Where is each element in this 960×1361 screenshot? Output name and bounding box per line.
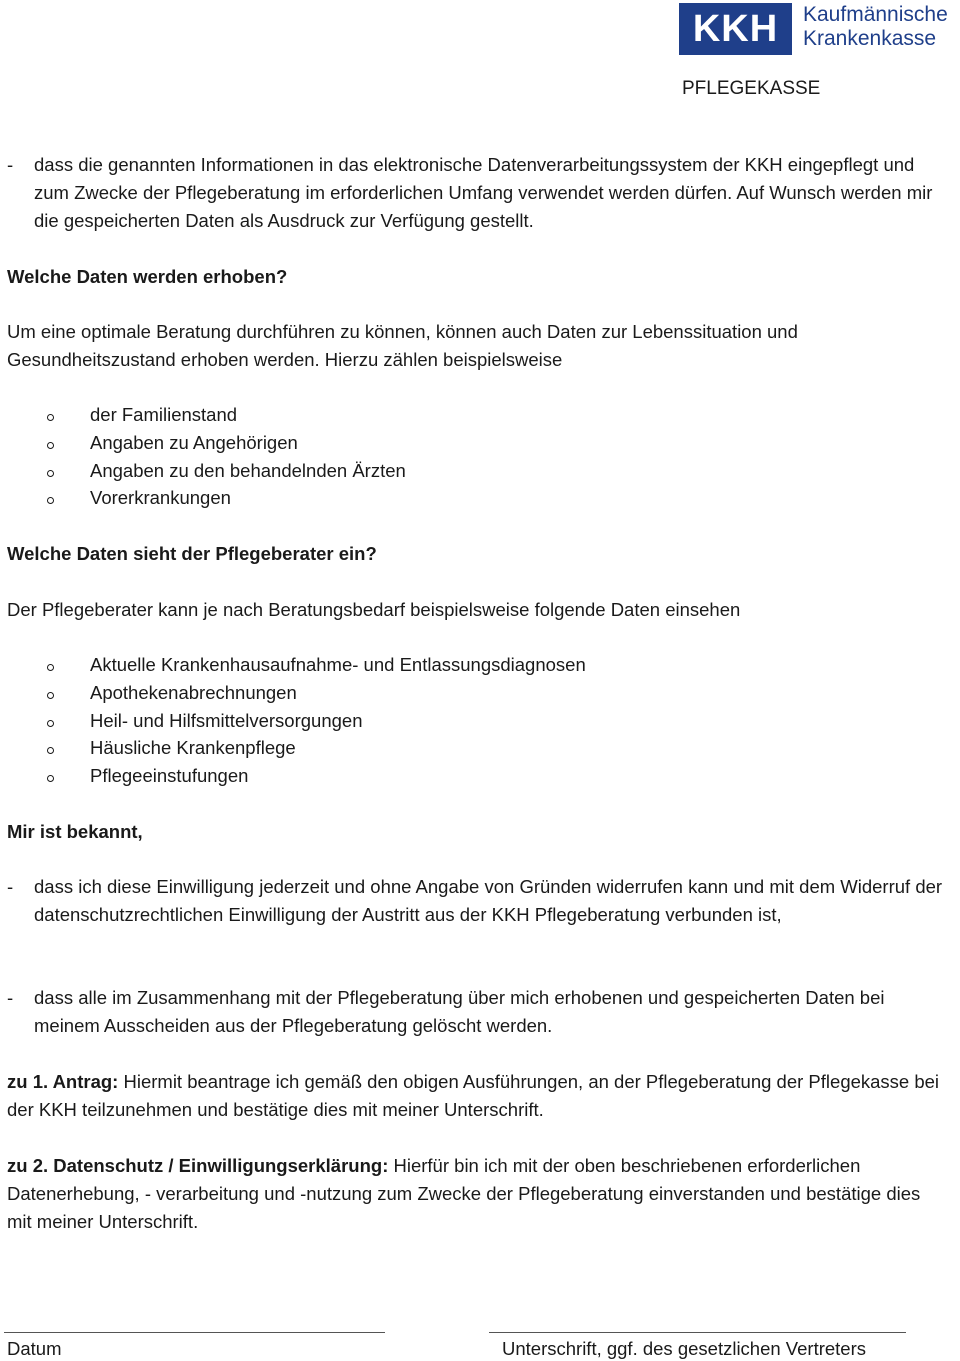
datenschutz-label: zu 2. Datenschutz / Einwilligungserklärung: <box>7 1155 389 1176</box>
dash-marker: - <box>7 876 14 897</box>
bullet-icon <box>47 497 54 504</box>
logo-line-2: Krankenkasse <box>803 27 937 50</box>
datenschutz-paragraph <box>7 1152 947 1235</box>
bullet-icon <box>47 747 54 754</box>
datenschutz-text: Hierfür bin ich mit der oben beschriebenen erforderlichen Datenerhebung, - verarbeitung und -nutzung zum Zwecke der Pflegeberatung einverstanden und bestätige dies mit meiner Unterschrift. <box>7 1155 921 1232</box>
dash-marker: - <box>7 987 14 1008</box>
bullet-icon <box>47 720 54 727</box>
list-item-text: Apothekenabrechnungen <box>90 681 297 703</box>
acknowledgement-text-1: dass ich diese Einwilligung jederzeit und ohne Angabe von Gründen widerrufen kann und mit dem Widerruf der datenschutzrechtlichen Einwilligung der Austritt aus der KKH Pflegeberatung verbunden ist, <box>34 876 943 925</box>
antrag-text: Hiermit beantrage ich gemäß den obigen Ausführungen, an der Pflegeberatung der Pflegekasse bei der KKH teilzunehmen und bestätige dies mit meiner Unterschrift. <box>7 1071 940 1120</box>
bullet-icon <box>47 692 54 699</box>
list-item-text: Aktuelle Krankenhausaufnahme- und Entlassungsdiagnosen <box>90 654 586 675</box>
list-item-text: Angaben zu den behandelnden Ärzten <box>90 459 406 481</box>
acknowledgement-text-2: dass alle im Zusammenhang mit der Pflegeberatung über mich erhobenen und gespeicherten Daten bei meinem Ausscheiden aus der Pflegeberatung gelöscht werden. <box>34 987 885 1036</box>
intro-paragraph <box>7 151 947 234</box>
list-item-text: Angaben zu Angehörigen <box>90 431 298 453</box>
section2-text: Der Pflegeberater kann je nach Beratungsbedarf beispielsweise folgende Daten einsehen <box>7 599 741 620</box>
list-item-text: Vorerkrankungen <box>90 487 231 509</box>
bullet-icon <box>47 775 54 782</box>
list-item-text: Pflegeeinstufungen <box>90 765 249 787</box>
bullet-icon <box>47 664 54 671</box>
dash-marker: - <box>7 154 14 175</box>
date-signature-line[interactable] <box>4 1332 385 1333</box>
antrag-paragraph <box>7 1068 947 1124</box>
bullet-icon <box>47 470 54 477</box>
antrag-label: zu 1. Antrag: <box>7 1071 119 1092</box>
section1-text: Um eine optimale Beratung durchführen zu können, können auch Daten zur Lebenssituation und Gesundheitszustand erhoben werden. Hierzu zählen beispielsweise <box>7 321 798 370</box>
section2-heading: Welche Daten sieht der Pflegeberater ein? <box>7 543 377 564</box>
section3-heading: Mir ist bekannt, <box>7 821 143 842</box>
list-item-text: Häusliche Krankenpflege <box>90 737 296 759</box>
signature-label: Unterschrift, ggf. des gesetzlichen Vertreters <box>502 1338 867 1359</box>
logo-wordmark <box>803 3 960 51</box>
signature-line[interactable] <box>489 1332 906 1333</box>
bullet-icon <box>47 414 54 421</box>
intro-text: dass die genannten Informationen in das elektronische Datenverarbeitungssystem der KKH eingepflegt und zum Zwecke der Pflegeberatung im erforderlichen Umfang verwendet werden dürfen. Auf Wunsch werden mir die gespeicherten Daten als Ausdruck zur Verfügung gestellt. <box>34 154 933 231</box>
acknowledgement-item-2 <box>7 984 947 1040</box>
acknowledgement-item-1 <box>7 873 947 929</box>
logo-line-1: Kaufmännische <box>803 3 948 26</box>
date-label: Datum <box>7 1338 62 1359</box>
bullet-icon <box>47 442 54 449</box>
list-item-text: der Familienstand <box>90 404 238 425</box>
list-item-text: Heil- und Hilfsmittelversorgungen <box>90 709 363 731</box>
department-label: PFLEGEKASSE <box>682 78 821 99</box>
section1-heading: Welche Daten werden erhoben? <box>7 266 288 287</box>
logo-mark: KKH <box>679 3 792 55</box>
